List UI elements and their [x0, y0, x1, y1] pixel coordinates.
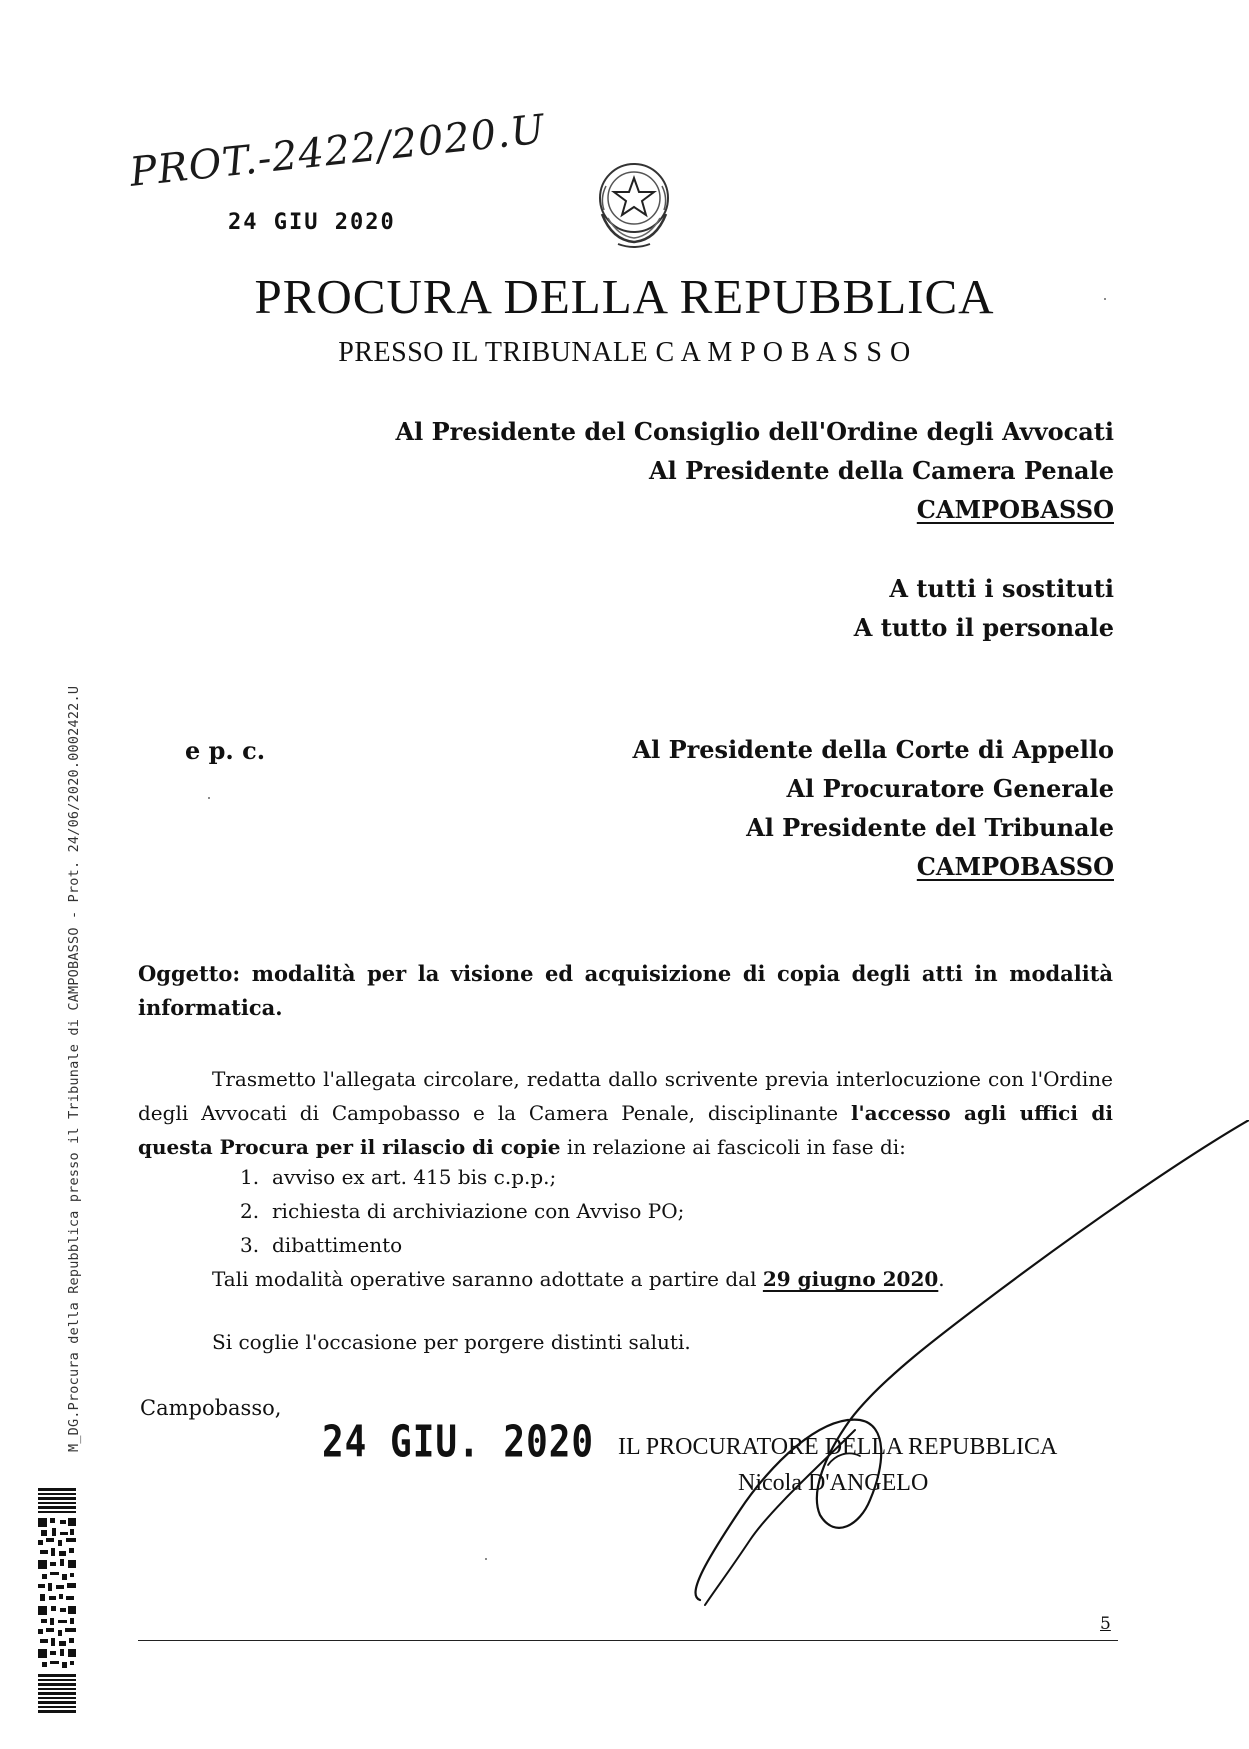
signoff-date-stamp: 24 GIU. 2020 [322, 1418, 595, 1468]
recipient-line: A tutto il personale [853, 613, 1114, 642]
handwritten-signature [660, 1120, 1249, 1660]
list-item: 3. dibattimento [240, 1233, 403, 1257]
barcode-qr-icon [38, 1488, 76, 1716]
italian-republic-emblem-icon [592, 156, 676, 252]
protocol-date-stamp: 24 GIU 2020 [228, 210, 396, 235]
signer-name: Nicola D'ANGELO [738, 1470, 929, 1496]
protocol-handwritten: PROT.-2422/2020.U [127, 106, 548, 196]
body-intro: Trasmetto l'allegata circolare, redatta dallo scrivente previa interlocuzione con l'Ordine degli Avvocati di Campobasso e la Camera Penale, disciplinante [138, 1067, 1113, 1125]
signer-title: IL PROCURATORE DELLA REPUBBLICA [618, 1434, 1058, 1460]
scan-speck [1104, 298, 1106, 300]
adoption-date: 29 giugno 2020 [762, 1267, 939, 1291]
office-title: PROCURA DELLA REPUBBLICA [254, 269, 995, 324]
recipient-line: Al Presidente della Corte di Appello [632, 735, 1114, 764]
adoption-sentence: Tali modalità operative saranno adottate a partire dal 29 giugno 2020. [212, 1267, 945, 1291]
page-number: 5 [1100, 1614, 1111, 1634]
recipient-line: Al Procuratore Generale [786, 774, 1114, 803]
body-bold-part: l'accesso agli uffici di questa Procura per il rilascio di copie [138, 1101, 1113, 1159]
recipient-line: Al Presidente della Camera Penale [648, 456, 1114, 485]
signoff-city: Campobasso, [140, 1396, 282, 1420]
recipient-line: Al Presidente del Tribunale [746, 813, 1114, 842]
recipient-line: A tutti i sostituti [889, 574, 1114, 603]
closing-sentence: Si coglie l'occasione per porgere distinti saluti. [212, 1330, 691, 1354]
subject-label: Oggetto: [138, 961, 241, 986]
recipient-city: CAMPOBASSO [916, 852, 1114, 881]
recipient-line: Al Presidente del Consiglio dell'Ordine degli Avvocati [395, 417, 1114, 446]
list-item: 1. avviso ex art. 415 bis c.p.p.; [240, 1165, 557, 1189]
scan-speck [485, 1558, 487, 1560]
body-intro-end: in relazione ai fascicoli in fase di: [566, 1135, 906, 1159]
subject [138, 957, 1113, 1025]
office-subtitle: PRESSO IL TRIBUNALE C A M P O B A S S O [338, 337, 911, 368]
list-item: 2. richiesta di archiviazione con Avviso PO; [240, 1199, 685, 1223]
recipient-city: CAMPOBASSO [916, 495, 1114, 524]
margin-protocol-text: M_DG.Procura della Repubblica presso il Tribunale di CAMPOBASSO - Prot. 24/06/2020.0002422.U [66, 685, 82, 1452]
scan-speck [208, 797, 210, 799]
subject-text: modalità per la visione ed acquisizione di copia degli atti in modalità informatica. [138, 961, 1114, 1020]
epc-label: e p. c. [185, 736, 266, 765]
footer-rule [138, 1640, 1118, 1641]
